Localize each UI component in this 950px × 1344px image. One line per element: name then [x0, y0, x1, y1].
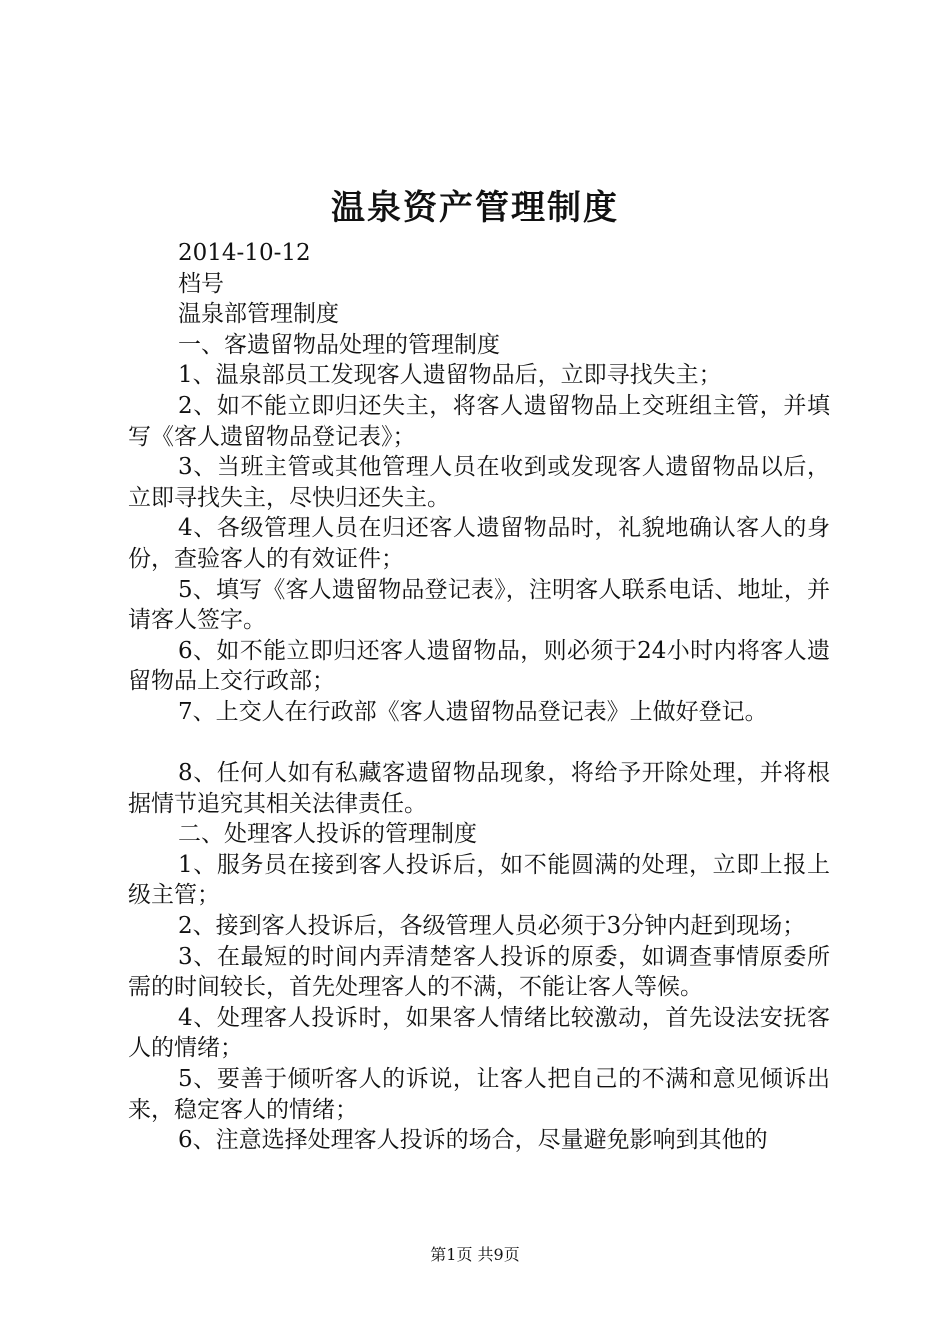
section2-item: 1、服务员在接到客人投诉后，如不能圆满的处理，立即上报上级主管； — [128, 851, 830, 909]
section2-item: 4、处理客人投诉时，如果客人情绪比较激动，首先设法安抚客人的情绪； — [128, 1004, 830, 1062]
section2-item: 3、在最短的时间内弄清楚客人投诉的原委，如调查事情原委所需的时间较长，首先处理客人的不满，不能让客人等候。 — [128, 943, 830, 1001]
section1-item: 3、当班主管或其他管理人员在收到或发现客人遗留物品以后，立即寻找失主，尽快归还失主。 — [128, 454, 830, 511]
section1-heading: 一、客遗留物品处理的管理制度 — [178, 331, 500, 358]
dept-title: 温泉部管理制度 — [178, 301, 339, 328]
page-footer: 第1页 共9页 — [430, 1245, 520, 1264]
section2-item: 6、注意选择处理客人投诉的场合，尽量避免影响到其他的 — [178, 1127, 768, 1154]
section1-item: 7、上交人在行政部《客人遗留物品登记表》上做好登记。 — [178, 698, 768, 725]
archive-label: 档号 — [178, 270, 224, 297]
document-title: 温泉资产管理制度 — [331, 188, 619, 228]
section1-item: 1、温泉部员工发现客人遗留物品后，立即寻找失主； — [178, 362, 722, 389]
section1-item: 2、如不能立即归还失主，将客人遗留物品上交班组主管，并填写《客人遗留物品登记表》； — [128, 392, 830, 450]
document-body — [128, 238, 830, 1156]
section1-item: 8、任何人如有私藏客遗留物品现象，将给予开除处理，并将根据情节追究其相关法律责任。 — [128, 760, 830, 817]
document-date: 2014-10-12 — [178, 240, 311, 266]
section1-item: 6、如不能立即归还客人遗留物品，则必须于24小时内将客人遗留物品上交行政部； — [128, 637, 830, 695]
section1-item: 5、填写《客人遗留物品登记表》，注明客人联系电话、地址，并请客人签字。 — [128, 576, 830, 634]
section1-item: 4、各级管理人员在归还客人遗留物品时，礼貌地确认客人的身份，查验客人的有效证件； — [128, 515, 830, 572]
section2-item: 2、接到客人投诉后，各级管理人员必须于3分钟内赶到现场； — [178, 913, 806, 940]
section2-heading: 二、处理客人投诉的管理制度 — [178, 821, 477, 848]
section2-item: 5、要善于倾听客人的诉说，让客人把自己的不满和意见倾诉出来，稳定客人的情绪； — [128, 1066, 830, 1123]
blank-line — [128, 728, 830, 759]
